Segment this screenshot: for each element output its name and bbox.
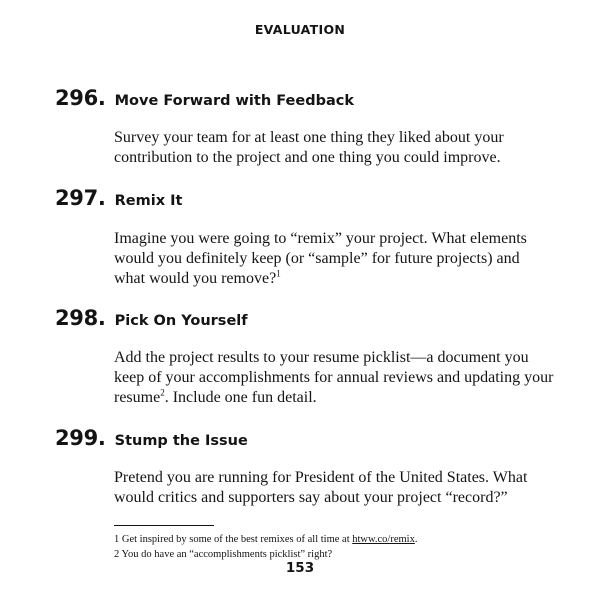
footnote-marker: 1 bbox=[114, 534, 120, 545]
footnote-ref-2: 2 bbox=[160, 387, 165, 398]
entry-299-body: Pretend you are running for President of the United States. What would critics and supporters say about your project “record?” bbox=[114, 469, 528, 506]
footnotes bbox=[114, 532, 554, 562]
entry-body-text: Imagine you were going to “remix” your project. What elements would you definitely keep (or “sample” for future projects) and what would you remove? bbox=[114, 230, 527, 287]
footnote-1 bbox=[114, 532, 554, 547]
footnote-text: You do have an “accomplishments picklist” right? bbox=[121, 549, 333, 560]
entry-297-body bbox=[114, 229, 554, 289]
entry-heading: Move Forward with Feedback bbox=[114, 93, 354, 109]
footnote-ref-1: 1 bbox=[276, 268, 281, 279]
entry-number: 299. bbox=[55, 426, 106, 450]
entry-body-text: . Include one fun detail. bbox=[164, 389, 317, 406]
entry-297-title bbox=[55, 186, 182, 210]
entry-number: 298. bbox=[55, 306, 106, 330]
footnote-marker: 2 bbox=[114, 549, 120, 560]
entry-296-title bbox=[55, 86, 354, 110]
page-number: 153 bbox=[285, 560, 315, 576]
entry-heading: Pick On Yourself bbox=[114, 313, 248, 329]
entry-299-title bbox=[55, 426, 248, 450]
entry-296-body: Survey your team for at least one thing they liked about your contribution to the project and one thing you could improve. bbox=[114, 129, 504, 166]
footnote-text: Get inspired by some of the best remixes of all time at bbox=[121, 534, 353, 545]
entry-number: 297. bbox=[55, 186, 106, 210]
footnote-end: . bbox=[414, 534, 418, 545]
running-head: EVALUATION bbox=[254, 22, 346, 37]
entry-298-body bbox=[114, 348, 554, 408]
footnote-divider bbox=[114, 525, 214, 526]
entry-298-title bbox=[55, 306, 248, 330]
entry-heading: Stump the Issue bbox=[114, 433, 248, 449]
remix-link[interactable]: htww.co/remix bbox=[352, 534, 415, 545]
entry-number: 296. bbox=[55, 86, 106, 110]
entry-body-text: Add the project results to your resume picklist—a document you keep of your accomplishments for annual reviews and updating your resume bbox=[114, 349, 554, 406]
entry-heading: Remix It bbox=[114, 193, 183, 209]
